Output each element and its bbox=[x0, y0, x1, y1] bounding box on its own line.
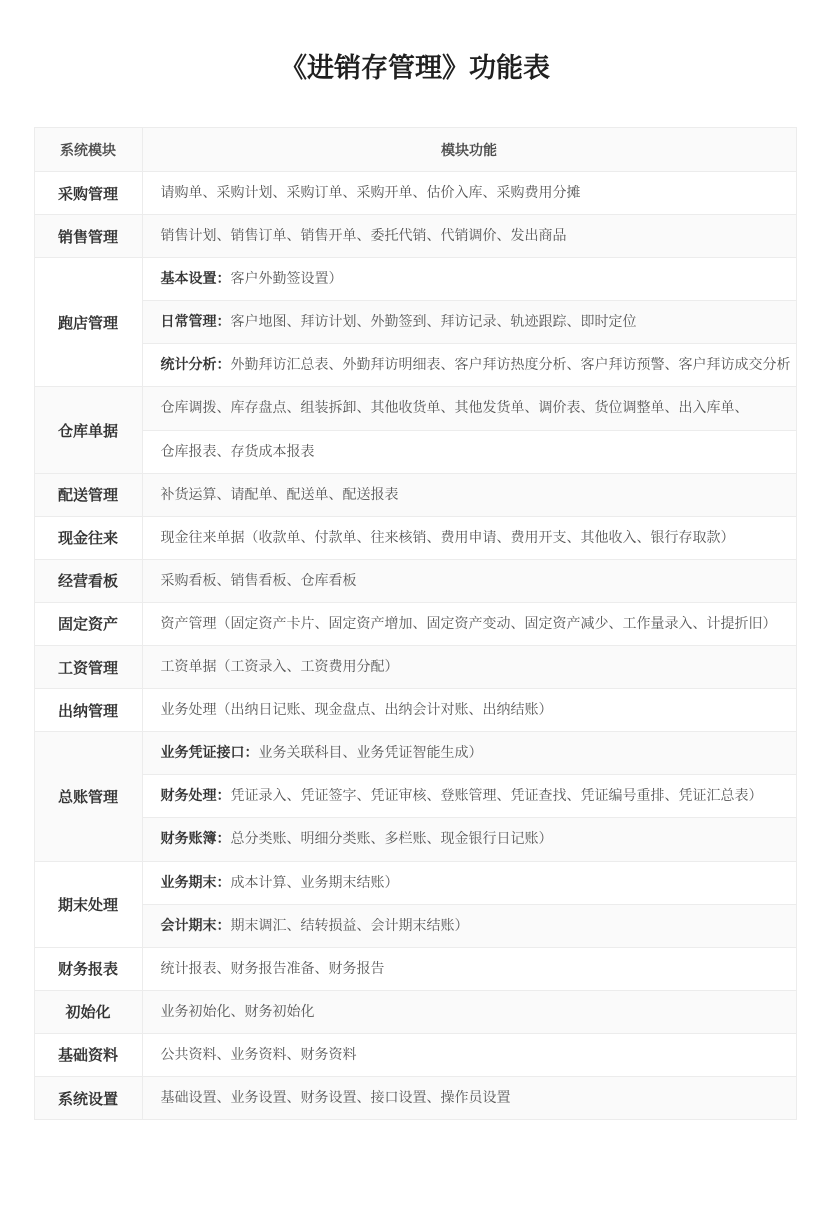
feature-category-label: 财务处理： bbox=[160, 788, 231, 805]
table-row bbox=[34, 689, 796, 732]
feature-cell bbox=[142, 215, 796, 258]
table-row bbox=[34, 301, 796, 344]
table-header bbox=[34, 128, 796, 172]
feature-cell bbox=[142, 732, 796, 775]
feature-category-label: 日常管理： bbox=[160, 314, 231, 331]
feature-text: 现金往来单据（收款单、付款单、往来核销、费用申请、费用开支、其他收入、银行存取款） bbox=[160, 529, 735, 546]
feature-text: 业务处理（出纳日记账、现金盘点、出纳会计对账、出纳结账） bbox=[160, 702, 553, 719]
col-header-module-function: 模块功能 bbox=[142, 128, 796, 172]
feature-cell bbox=[142, 258, 796, 301]
feature-cell bbox=[142, 301, 796, 344]
feature-cell bbox=[142, 559, 796, 602]
feature-text: 成本计算、业务期末结账） bbox=[230, 874, 399, 891]
feature-cell bbox=[142, 689, 796, 732]
table-row bbox=[34, 775, 796, 818]
feature-text: 客户外勤签设置） bbox=[230, 271, 343, 288]
table-row bbox=[34, 818, 796, 861]
feature-category-label: 统计分析： bbox=[160, 357, 231, 374]
feature-cell bbox=[142, 904, 796, 947]
feature-text: 公共资料、业务资料、财务资料 bbox=[160, 1046, 357, 1063]
feature-text: 销售计划、销售订单、销售开单、委托代销、代销调价、发出商品 bbox=[160, 228, 567, 245]
module-name-cell: 财务报表 bbox=[34, 947, 142, 990]
feature-category-label: 财务账簿： bbox=[160, 831, 231, 848]
table-row bbox=[34, 602, 796, 645]
function-table bbox=[34, 127, 797, 1120]
table-row bbox=[34, 990, 796, 1033]
feature-text: 请购单、采购计划、采购订单、采购开单、估价入库、采购费用分摊 bbox=[160, 185, 581, 201]
table-row bbox=[34, 732, 796, 775]
table-row bbox=[34, 172, 796, 215]
feature-category-label: 基本设置： bbox=[160, 271, 231, 288]
feature-cell bbox=[142, 344, 796, 387]
feature-cell bbox=[142, 646, 796, 689]
feature-cell bbox=[142, 1033, 796, 1076]
col-header-system-module: 系统模块 bbox=[34, 128, 142, 172]
table-row bbox=[34, 473, 796, 516]
feature-cell bbox=[142, 990, 796, 1033]
module-name-cell: 采购管理 bbox=[34, 172, 142, 215]
table-row bbox=[34, 1033, 796, 1076]
feature-text: 工资单据（工资录入、工资费用分配） bbox=[160, 659, 399, 676]
table-row bbox=[34, 387, 796, 430]
table-row bbox=[34, 861, 796, 904]
module-name-cell: 总账管理 bbox=[34, 732, 142, 861]
feature-cell bbox=[142, 775, 796, 818]
header-row bbox=[34, 128, 796, 172]
feature-text: 基础设置、业务设置、财务设置、接口设置、操作员设置 bbox=[160, 1089, 511, 1106]
module-name-cell: 初始化 bbox=[34, 990, 142, 1033]
module-name-cell: 经营看板 bbox=[34, 559, 142, 602]
feature-text: 统计报表、财务报告准备、财务报告 bbox=[160, 960, 385, 977]
feature-cell bbox=[142, 818, 796, 861]
module-name-cell: 工资管理 bbox=[34, 646, 142, 689]
feature-text: 业务初始化、财务初始化 bbox=[160, 1003, 315, 1020]
feature-cell bbox=[142, 861, 796, 904]
feature-category-label: 会计期末： bbox=[160, 917, 231, 934]
module-name-cell: 配送管理 bbox=[34, 473, 142, 516]
table-row bbox=[34, 947, 796, 990]
function-table-body bbox=[34, 172, 796, 1120]
table-row bbox=[34, 344, 796, 387]
table-row bbox=[34, 258, 796, 301]
feature-category-label: 业务凭证接口： bbox=[160, 745, 259, 762]
feature-cell bbox=[142, 516, 796, 559]
feature-cell bbox=[142, 1076, 796, 1119]
module-name-cell: 出纳管理 bbox=[34, 689, 142, 732]
feature-text: 仓库报表、存货成本报表 bbox=[160, 443, 315, 460]
page-title: 《进销存管理》功能表 bbox=[280, 53, 550, 84]
feature-text: 采购看板、销售看板、仓库看板 bbox=[160, 572, 357, 589]
table-row bbox=[34, 516, 796, 559]
module-name-cell: 固定资产 bbox=[34, 602, 142, 645]
module-name-cell: 基础资料 bbox=[34, 1033, 142, 1076]
feature-category-label: 业务期末： bbox=[160, 874, 231, 891]
feature-text: 总分类账、明细分类账、多栏账、现金银行日记账） bbox=[230, 831, 553, 848]
feature-text: 外勤拜访汇总表、外勤拜访明细表、客户拜访热度分析、客户拜访预警、客户拜访成交分析 bbox=[230, 357, 791, 374]
feature-cell bbox=[142, 387, 796, 430]
feature-text: 凭证录入、凭证签字、凭证审核、登账管理、凭证查找、凭证编号重排、凭证汇总表） bbox=[230, 788, 763, 805]
module-name-cell: 跑店管理 bbox=[34, 258, 142, 387]
module-name-cell: 销售管理 bbox=[34, 215, 142, 258]
table-row bbox=[34, 646, 796, 689]
feature-text: 业务关联科目、业务凭证智能生成） bbox=[258, 745, 483, 762]
module-name-cell: 期末处理 bbox=[34, 861, 142, 947]
feature-text: 期末调汇、结转损益、会计期末结账） bbox=[230, 917, 469, 934]
table-row bbox=[34, 559, 796, 602]
feature-cell bbox=[142, 172, 796, 215]
feature-text: 补货运算、请配单、配送单、配送报表 bbox=[160, 486, 399, 503]
feature-text: 客户地图、拜访计划、外勤签到、拜访记录、轨迹跟踪、即时定位 bbox=[230, 314, 637, 331]
module-name-cell: 系统设置 bbox=[34, 1076, 142, 1119]
feature-text: 资产管理（固定资产卡片、固定资产增加、固定资产变动、固定资产减少、工作量录入、计提折旧） bbox=[160, 615, 777, 632]
module-name-cell: 仓库单据 bbox=[34, 387, 142, 473]
feature-cell bbox=[142, 430, 796, 473]
module-name-cell: 现金往来 bbox=[34, 516, 142, 559]
table-row bbox=[34, 1076, 796, 1119]
feature-cell bbox=[142, 947, 796, 990]
feature-text: 仓库调拨、库存盘点、组装拆卸、其他收货单、其他发货单、调价表、货位调整单、出入库单、 bbox=[160, 400, 749, 417]
feature-cell bbox=[142, 602, 796, 645]
feature-cell bbox=[142, 473, 796, 516]
table-row bbox=[34, 904, 796, 947]
table-row bbox=[34, 430, 796, 473]
table-row bbox=[34, 215, 796, 258]
